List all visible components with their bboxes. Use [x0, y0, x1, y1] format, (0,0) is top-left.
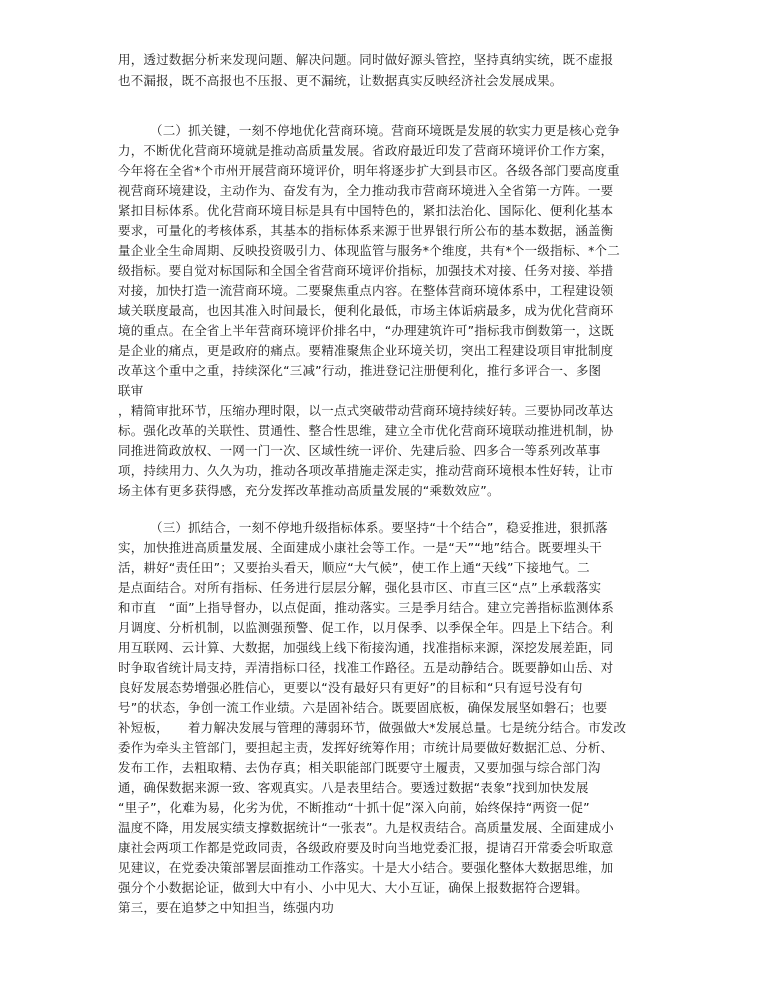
body-text-line: 委作为牵头主管部门，要担起主责，发挥好统筹作用；市统计局要做好数据汇总、分析、	[118, 740, 614, 755]
paragraph-heading-line: （二）抓关键，一刻不停地优化营商环境。营商环境既是发展的软实力更是核心竞争	[150, 123, 620, 138]
body-text-line: 场主体有更多获得感，充分发挥改革推动高质量发展的“乘数效应”。	[118, 483, 500, 498]
body-text-line: 号”的状态，争创一流工作业绩。六是固补结合。既要固底板，确保发展坚如磐石；也要	[118, 700, 608, 715]
body-text-line: 是企业的痛点，更是政府的痛点。要精准聚焦企业环境关切，突出工程建设项目审批制度	[118, 343, 614, 358]
body-text-line: 第三，要在追梦之中知担当，练强内功	[118, 900, 334, 915]
body-text-line: 级指标。要自觉对标国际和全国全省营商环境评价指标，加强技术对接、任务对接、举措	[118, 263, 614, 278]
body-text-line: 时争取省统计局支持，弄清指标口径，找准工作路径。五是动静结合。既要静如山岳、对	[118, 660, 614, 675]
body-text-line: 对接，加快打造一流营商环境。二要聚焦重点内容。在整体营商环境体系中，工程建设领	[118, 283, 614, 298]
body-text-line: 是点面结合。对所有指标、任务进行层层分解，强化县市区、市直三区“点”上承载落实	[118, 580, 602, 595]
body-text-line: 温度不降，用发展实绩支撑数据统计“一张表”。九是权责结合。高质量发展、全面建成小	[118, 820, 614, 835]
body-text-line: 强分个小数据论证，做到大中有小、小中见大、大小互证，确保上报数据符合逻辑。	[118, 880, 588, 895]
body-text-line: 月调度、分析机制，以监测强预警、促工作，以月保季、以季保全年。四是上下结合。利	[118, 620, 614, 635]
body-text-line: 用，透过数据分析来发现问题、解决问题。同时做好源头管控，坚持真纳实统，既不虚报	[118, 52, 614, 67]
body-text-line: 紧扣目标体系。优化营商环境目标是具有中国特色的，紧扣法治化、国际化、便利化基本	[118, 203, 614, 218]
body-text-line: ，精简审批环节，压缩办理时限，以一点式突破带动营商环境持续好转。三要协同改革达	[118, 403, 614, 418]
body-text-line: 力，不断优化营商环境就是推动高质量发展。省政府最近印发了营商环境评价工作方案，	[118, 143, 614, 158]
body-text-line: 量企业全生命周期、反映投资吸引力、体现监管与服务*个维度，共有*个一级指标、*个二	[118, 243, 620, 258]
body-text-line: 项，持续用力、久久为功，推动各项改革措施走深走实，推动营商环境根本性好转，让市	[118, 463, 614, 478]
body-text-line: 良好发展态势增强必胜信心，更要以“没有最好只有更好”的目标和“只有逗号没有句	[118, 680, 583, 695]
body-text-line: 标。强化改革的关联性、贯通性、整合性思维，建立全市优化营商环境联动推进机制，协	[118, 423, 614, 438]
body-text-line: 康社会两项工作都是党政同责，各级政府要及时向当地党委汇报，提请召开常委会听取意	[118, 840, 614, 855]
body-text-line: 也不漏报，既不高报也不压报、更不漏统，让数据真实反映经济社会发展成果。	[118, 73, 563, 88]
body-text-line: 域关联度最高，也因其准入时间最长，便利化最低，市场主体诟病最多，成为优化营商环	[118, 303, 614, 318]
paragraph-heading-line: （三）抓结合，一刻不停地升级指标体系。要坚持“十个结合”，稳妥推进，狠抓落	[150, 520, 608, 535]
body-text-line: 通，确保数据来源一致、客观真实。八是表里结合。要透过数据“表象”找到加快发展	[118, 780, 589, 795]
body-text-line: 同推进简政放权、一网一门一次、区域性统一评价、先建后验、四多合一等系列改革事	[118, 443, 601, 458]
body-text-line: 用互联网、云计算、大数据，加强线上线下衔接沟通，找准指标来源，深挖发展差距，同	[118, 640, 614, 655]
body-text-line: 实，加快推进高质量发展、全面建成小康社会等工作。一是“天”“地”结合。既要埋头干	[118, 540, 602, 555]
body-text-line: 视营商环境建设，主动作为、奋发有为，全力推动我市营商环境进入全省第一方阵。一要	[118, 183, 614, 198]
body-text-line: 改革这个重中之重，持续深化“三减”行动，推进登记注册便利化，推行多评合一、多图	[118, 363, 602, 378]
body-text-line: 今年将在全省*个市州开展营商环境评价，明年将逐步扩大到县市区。各级各部门要高度重	[118, 163, 620, 178]
body-text-line: 见建议，在党委决策部署层面推动工作落实。十是大小结合。要强化整体大数据思维，加	[118, 860, 614, 875]
body-text-line: 活，耕好“责任田”；又要抬头看天，顺应“大气候”，使工作上通“天线”下接地气。二	[118, 560, 590, 575]
body-text-line: 联审	[118, 383, 144, 398]
body-text-line: 境的重点。在全省上半年营商环境评价排名中，“办理建筑许可”指标我市倒数第一，这既	[118, 323, 614, 338]
body-text-line: 和市直 “面”上指导督办，以点促面，推动落实。三是季月结合。建立完善指标监测体系	[118, 600, 614, 615]
body-text-line: 补短板， 着力解决发展与管理的薄弱环节，做强做大*发展总量。七是统分结合。市发改	[118, 720, 627, 735]
body-text-line: 要求，可量化的考核体系，其基本的指标体系来源于世界银行所公布的基本数据，涵盖衡	[118, 223, 614, 238]
body-text-line: “里子”，化难为易，化劣为优，不断推动“十抓十促”深入向前，始终保持“两资一促”	[118, 800, 590, 815]
body-text-line: 发布工作，去粗取精、去伪存真；相关职能部门既要守土履责，又要加强与综合部门沟	[118, 760, 601, 775]
